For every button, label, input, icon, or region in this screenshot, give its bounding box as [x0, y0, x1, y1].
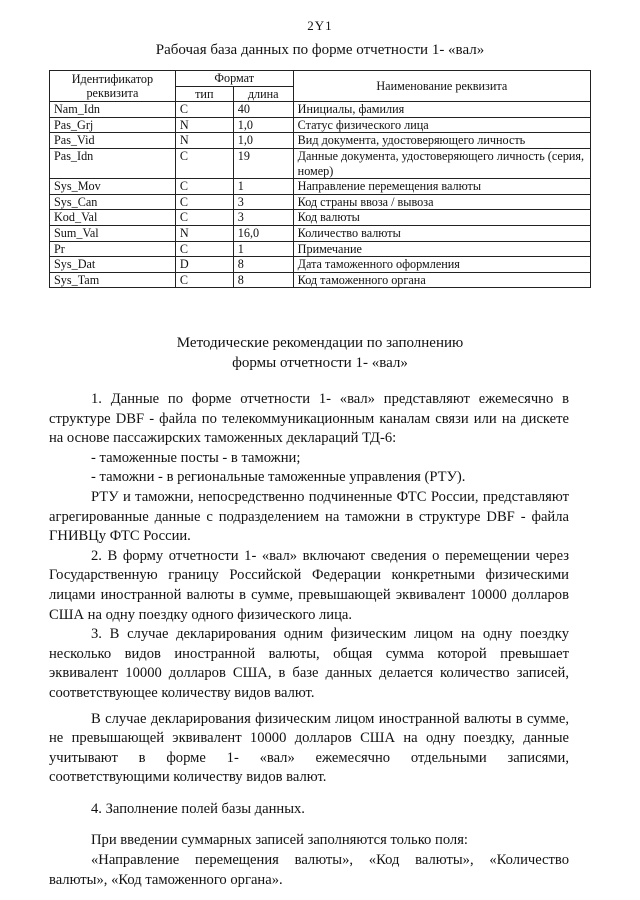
cell-name: Вид документа, удостоверяющего личность	[293, 133, 590, 149]
header-type: тип	[175, 86, 233, 102]
table-body	[50, 102, 591, 288]
cell-name: Код таможенного органа	[293, 272, 590, 288]
cell-identifier: Sys_Dat	[50, 257, 176, 273]
cell-length: 19	[233, 148, 293, 178]
cell-length: 3	[233, 210, 293, 226]
cell-name: Направление перемещения валюты	[293, 179, 590, 195]
recommendations-body	[49, 390, 569, 890]
header-format: Формат	[175, 71, 293, 87]
recommendations-title-line2: формы отчетности 1- «вал»	[232, 355, 408, 371]
table-row	[50, 179, 591, 195]
paragraph: - таможенные посты - в таможни;	[91, 449, 301, 466]
cell-identifier: Pas_Idn	[50, 148, 176, 178]
cell-name: Примечание	[293, 241, 590, 257]
paragraph: 2. В форму отчетности 1- «вал» включают сведения о перемещении через Государственную границу Российской Федерации конкретными физическими лицами иностранной валюты в сумме, превышающей эквивалент 10000 долларов США на одну поездку одного физического лица.	[49, 547, 569, 623]
paragraph: РТУ и таможни, непосредственно подчиненные ФТС России, представляют агрегированные данные с подразделением на таможни в структуре DBF - файла ГНИВЦу ФТС России.	[49, 488, 569, 545]
header-identifier: Идентификатор реквизита	[50, 71, 176, 102]
cell-length: 1	[233, 241, 293, 257]
cell-type: N	[175, 133, 233, 149]
recommendations-title	[0, 333, 640, 373]
header-name: Наименование реквизита	[293, 71, 590, 102]
recommendations-title-line1: Методические рекомендации по заполнению	[176, 335, 464, 351]
document-title: Рабочая база данных по форме отчетности 1- «вал»	[155, 42, 485, 58]
paragraph: «Направление перемещения валюты», «Код валюты», «Количество валюты», «Код таможенного органа».	[49, 852, 569, 888]
table-row	[50, 257, 591, 273]
cell-name: Данные документа, удостоверяющего личность (серия, номер)	[293, 148, 590, 178]
table-row	[50, 133, 591, 149]
paragraph: 1. Данные по форме отчетности 1- «вал» представляют ежемесячно в структуре DBF - файла по телекоммуникационным каналам связи или на дискете на основе пассажирских таможенных деклараций ТД-6:	[49, 391, 569, 447]
paragraph: 3. В случае декларирования одним физическим лицом на одну поездку несколько видов иностранной валюты, общая сумма которой превышает эквивалент 10000 долларов США, в базе данных делается количество записей, соответствующее количеству видов валют.	[49, 626, 569, 701]
paragraph: 4. Заполнение полей базы данных.	[91, 800, 305, 817]
cell-type: D	[175, 257, 233, 273]
cell-type: N	[175, 225, 233, 241]
cell-type: C	[175, 194, 233, 210]
cell-identifier: Sum_Val	[50, 225, 176, 241]
paragraph: При введении суммарных записей заполняются только поля:	[91, 832, 468, 849]
cell-identifier: Sys_Tam	[50, 272, 176, 288]
cell-identifier: Sys_Mov	[50, 179, 176, 195]
cell-name: Количество валюты	[293, 225, 590, 241]
cell-type: C	[175, 272, 233, 288]
cell-type: C	[175, 241, 233, 257]
header-length: длина	[233, 86, 293, 102]
cell-length: 8	[233, 272, 293, 288]
cell-length: 16,0	[233, 225, 293, 241]
cell-identifier: Pas_Grj	[50, 117, 176, 133]
cell-length: 8	[233, 257, 293, 273]
table-row	[50, 241, 591, 257]
cell-identifier: Nam_Idn	[50, 102, 176, 118]
cell-name: Статус физического лица	[293, 117, 590, 133]
cell-identifier: Pas_Vid	[50, 133, 176, 149]
table-row	[50, 210, 591, 226]
table-row	[50, 272, 591, 288]
cell-length: 1	[233, 179, 293, 195]
cell-name: Инициалы, фамилия	[293, 102, 590, 118]
paragraph: В случае декларирования физическим лицом иностранной валюты в сумме, не превышающей эквивалент 10000 долларов США на одну поездку, данные учитывают в форме 1- «вал» ежемесячно отдельными записями, соответствующими количеству видов валют.	[49, 710, 569, 786]
table-row	[50, 148, 591, 178]
cell-length: 1,0	[233, 133, 293, 149]
page-number: 2Y1	[307, 18, 333, 33]
cell-identifier: Pr	[50, 241, 176, 257]
cell-name: Код валюты	[293, 210, 590, 226]
cell-identifier: Kod_Val	[50, 210, 176, 226]
fields-table	[49, 70, 591, 288]
cell-identifier: Sys_Can	[50, 194, 176, 210]
table-row	[50, 194, 591, 210]
cell-name: Дата таможенного оформления	[293, 257, 590, 273]
cell-type: C	[175, 102, 233, 118]
paragraph: - таможни - в региональные таможенные управления (РТУ).	[91, 469, 466, 486]
cell-type: C	[175, 148, 233, 178]
cell-length: 3	[233, 194, 293, 210]
cell-type: C	[175, 179, 233, 195]
cell-type: C	[175, 210, 233, 226]
table-row	[50, 102, 591, 118]
table-row	[50, 225, 591, 241]
table-header-row	[50, 71, 591, 87]
cell-length: 40	[233, 102, 293, 118]
cell-length: 1,0	[233, 117, 293, 133]
cell-name: Код страны ввоза / вывоза	[293, 194, 590, 210]
table-row	[50, 117, 591, 133]
cell-type: N	[175, 117, 233, 133]
